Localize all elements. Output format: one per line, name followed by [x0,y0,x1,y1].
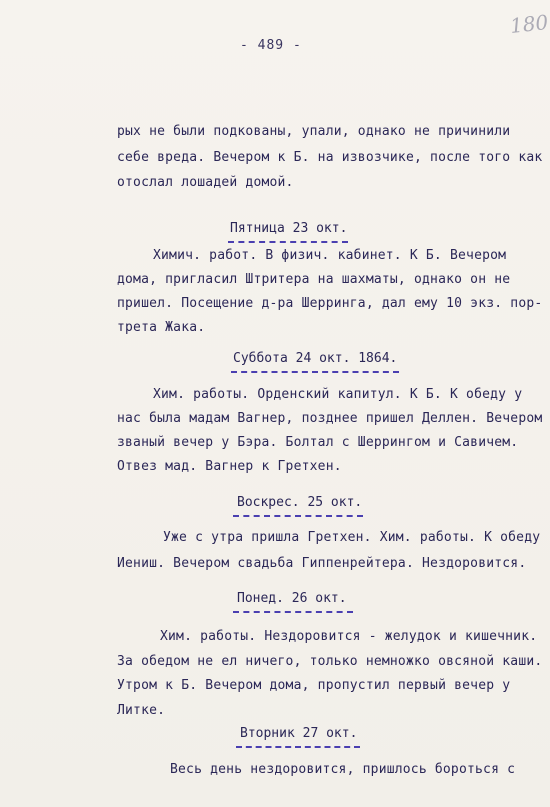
heading-underline [233,611,353,613]
day-heading: Вторник 27 окт. [240,726,358,741]
day-heading: Суббота 24 окт. 1864. [233,351,398,366]
text-line: пришел. Посещение д-ра Шерринга, дал ему 10 экз. пор- [117,296,543,311]
day-heading: Воскрес. 25 окт. [237,495,363,510]
heading-underline [236,746,360,748]
text-line: трета Жака. [117,320,206,335]
text-line: Химич. работ. В физич. кабинет. К Б. Вечером [153,248,507,263]
text-line: званый вечер у Бэра. Болтал с Шеррингом и Савичем. [117,435,519,450]
text-line: Хим. работы. Орденский капитул. К Б. К обеду у [153,387,523,402]
text-line: отослал лошадей домой. [117,175,294,190]
text-line: Отвез мад. Вагнер к Гретхен. [117,459,342,474]
heading-underline [231,371,399,373]
text-line: рых не были подкованы, упали, однако не причинили [117,124,511,139]
text-line: Уже с утра пришла Гретхен. Хим. работы. К обеду [163,530,541,545]
heading-underline [233,515,363,517]
text-line: За обедом не ел ничего, только немножко овсяной каши. [117,654,543,669]
heading-underline [228,241,348,243]
text-line: Иениш. Вечером свадьба Гиппенрейтера. Нездоровится. [117,556,527,571]
text-line: Литке. [117,703,166,718]
day-heading: Понед. 26 окт. [237,591,347,606]
archive-corner-mark: 180 [508,10,550,38]
text-line: нас была мадам Вагнер, позднее пришел Деллен. Вечером [117,411,543,426]
day-heading: Пятница 23 окт. [230,221,348,236]
text-line: себе вреда. Вечером к Б. на извозчике, после того как [117,150,543,165]
text-line: Утром к Б. Вечером дома, пропустил первый вечер у [117,678,511,693]
text-line: дома, пригласил Штритера на шахматы, однако он не [117,272,511,287]
text-line: Весь день нездоровится, пришлось бороться с [170,762,516,777]
page-number: - 489 - [240,38,302,53]
text-line: Хим. работы. Нездоровится - желудок и кишечник. [160,629,538,644]
